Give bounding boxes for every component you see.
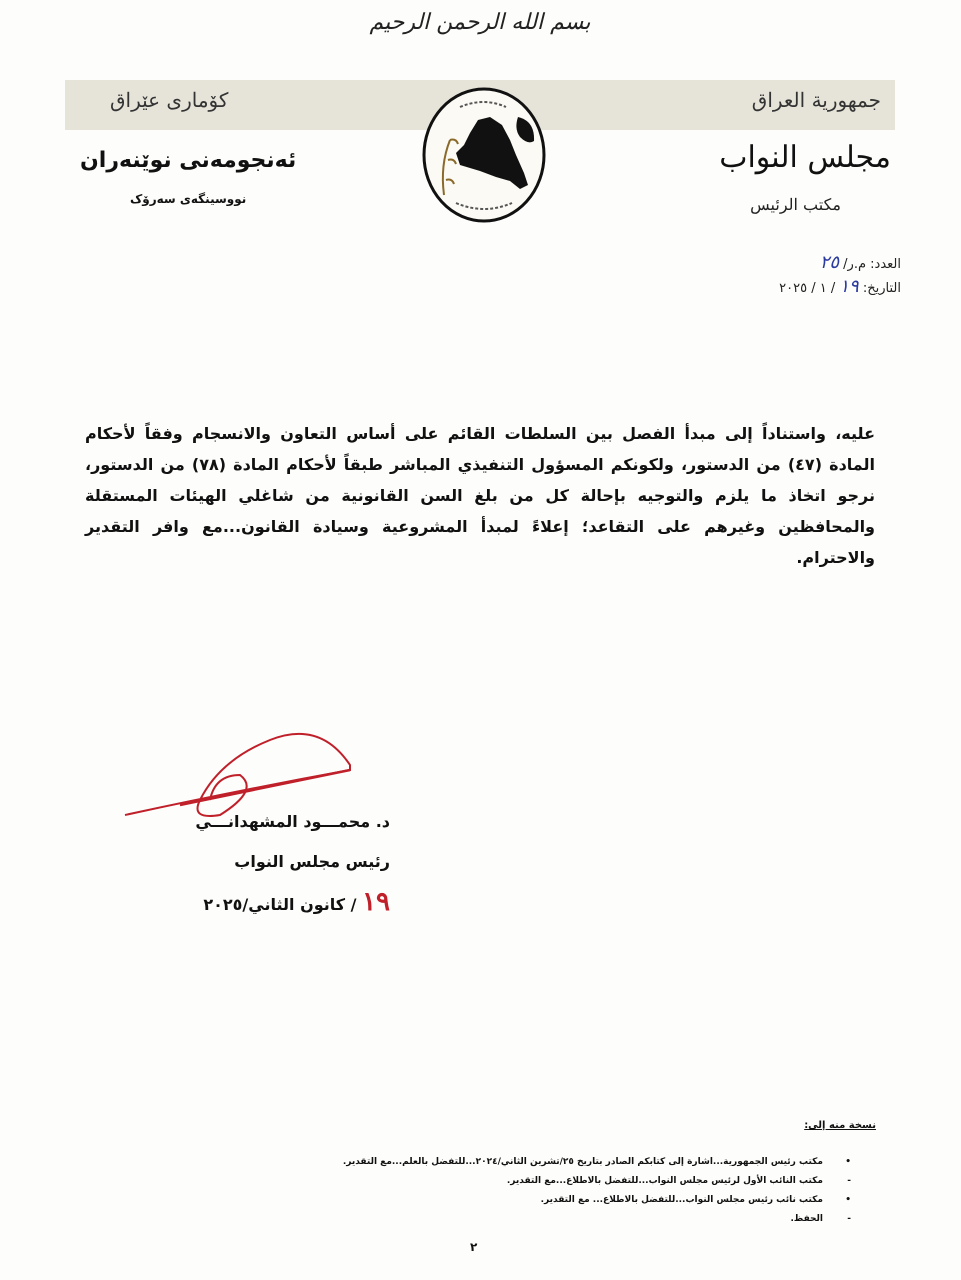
bullet-icon: - <box>847 1176 851 1186</box>
page-number: ٢ <box>470 1240 478 1254</box>
number-value: ٢٥ <box>819 252 840 273</box>
copies-item-text: مكتب نائب رئيس مجلس النواب...للتفضل بالاطلاع... مع التقدير. <box>540 1195 823 1205</box>
signer-block <box>180 802 390 925</box>
basmala: بسم الله الرحمن الرحيم <box>369 10 591 35</box>
copies-item <box>251 1191 851 1210</box>
reference-date-row <box>779 276 901 300</box>
reference-number-row <box>779 252 901 276</box>
copies-item-text: مكتب النائب الأول لرئيس مجلس النواب...للتفضل بالاطلاع...مع التقدير. <box>506 1176 823 1186</box>
bullet-icon: • <box>845 1157 851 1167</box>
council-seal-logo <box>420 85 548 225</box>
bullet-icon: • <box>845 1195 851 1205</box>
signature-date-printed: / كانون الثاني/٢٠٢٥ <box>203 895 357 914</box>
office-arabic: مكتب الرئيس <box>750 195 841 214</box>
copies-item <box>251 1210 851 1229</box>
council-kurdish: ئەنجومەنی نوێنەران <box>80 148 297 173</box>
signature-date-day: ١٩ <box>362 887 390 917</box>
signature-date <box>180 882 390 925</box>
date-day: ١٩ <box>839 276 859 297</box>
signer-title: رئيس مجلس النواب <box>234 852 390 871</box>
bullet-icon: - <box>847 1214 851 1224</box>
copies-list <box>251 1153 851 1229</box>
republic-arabic: جمهورية العراق <box>751 88 881 112</box>
copies-item-text: مكتب رئيس الجمهورية...اشارة إلى كتابكم الصادر بتاريخ ٢٥/تشرين الثاني/٢٠٢٤...للتفضل بالعلم...مع التقدير. <box>342 1157 823 1167</box>
number-prefix: م.ر/ <box>843 257 867 272</box>
letter-body: عليه، واستناداً إلى مبدأ الفصل بين السلطات القائم على أساس التعاون والانسجام وفقاً لأحكام المادة (٤٧) من الدستور، ولكونكم المسؤول التنفيذي المباشر طبقاً لأحكام المادة (٧٨) من الدستور، نرجو اتخاذ ما يلزم والتوجيه بإحالة كل من بلغ السن القانونية من شاغلي الهيئات المستقلة والمحافظين وغيرهم على التقاعد؛ إعلاءً لمبدأ المشروعية وسيادة القانون...مع وافر التقدير والاحترام. <box>85 424 876 567</box>
council-arabic: مجلس النواب <box>719 140 891 175</box>
copies-title: نسخة منه إلى: <box>804 1120 876 1131</box>
reference-block <box>779 252 901 300</box>
copies-item-text: الحفظ. <box>790 1214 823 1224</box>
date-rest: / ١ / ٢٠٢٥ <box>779 281 836 296</box>
copies-item <box>251 1153 851 1172</box>
signer-name: د. محمـــود المشهدانـــي <box>195 812 390 831</box>
republic-kurdish: كۆماری عێراق <box>110 88 229 112</box>
date-label: التاريخ: <box>862 281 901 296</box>
copies-item <box>251 1172 851 1191</box>
office-kurdish: نووسینگەی سەرۆک <box>130 192 247 206</box>
number-label: العدد: <box>870 257 901 272</box>
